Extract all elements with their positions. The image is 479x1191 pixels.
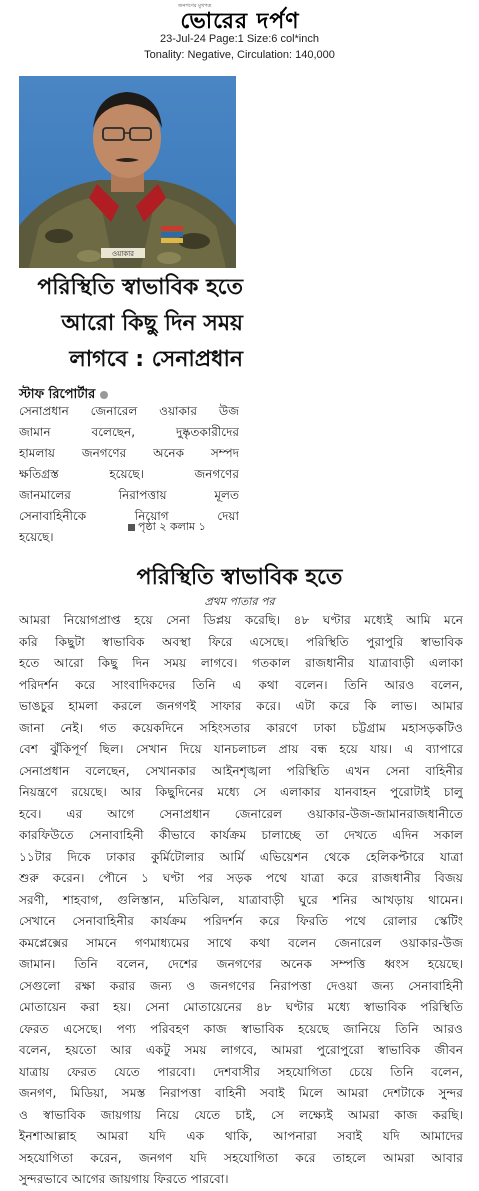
name-tag: ওয়াকার bbox=[111, 250, 135, 258]
body-line: শুরু করেন। পৌনে ১ ঘণ্টা পর সড়ক পথে যাত্রা করে রাজধানীর বিজয় bbox=[19, 871, 463, 885]
body-line: পরিদর্শন করে সাংবাদিকদের তিনি এ কথা বলেন। তিনি আরও বলেন, bbox=[19, 677, 463, 692]
body-line: সেনাপ্রধান বলেছেন, সেখানকার আইনশৃঙ্খলা পরিস্থিতি এখন সেনা বাহিনীর bbox=[19, 763, 463, 778]
body-line: ১১টার দিকে ঢাকার কুর্মিটোলার আর্মি এভিয়েশন থেকে হেলিকপ্টারে যাত্রা bbox=[19, 849, 463, 864]
body-line: ফেরত এসেছে। পণ্য পরিবহণ কাজ স্বাভাবিক হয়েছে জানিয়ে তিনি আরও bbox=[19, 1021, 463, 1036]
main-headline bbox=[19, 270, 243, 378]
headline-line: পরিস্থিতি স্বাভাবিক হতে bbox=[37, 275, 243, 300]
army-chief-portrait-icon bbox=[19, 76, 236, 268]
clipping-meta-line2: Tonality: Negative, Circulation: 140,000 bbox=[144, 49, 335, 61]
body-line: বেশ ঝুঁকিপূর্ণ ছিল। সেখান দিয়ে যানচলাচল প্রায় বন্ধ হয়ে যায়। এ ব্যাপারে bbox=[19, 742, 463, 756]
body-line: যাত্রায় ফেরত যেতে পারবো। দেশবাসীর সহযোগিতা চেয়ে তিনি বলেন, bbox=[19, 1064, 463, 1079]
body-line: বলেন, হয়তো আর একটু সময় লাগবে, আমরা পুরোপুরো স্বাভাবিক জীবন bbox=[19, 1043, 463, 1057]
body-line: সেগুলো রক্ষা করার জন্য ও জনগণের নিরাপত্তা দেওয়া জন্য সেনাবাহিনী bbox=[19, 978, 463, 993]
body-line: জনগণ, মিডিয়া, সমস্ত নিরাপত্তা বাহিনী সবাই মিলে আমরা দেশটাকে সুন্দর bbox=[19, 1086, 463, 1100]
body-line: সরণী, শাহবাগ, গুলিস্তান, মতিঝিল, যাত্রাবাড়ী ঘুরে শনির আখড়ায় থামেন। bbox=[19, 892, 463, 907]
body-line: করি কিছুটা স্বাভাবিক অবস্থা ফিরে এসেছে। পরিস্থিতি পুরাপুরি স্বাভাবিক bbox=[19, 634, 463, 649]
body-line: সহযোগিতা করেন, জনগণ যদি সহযোগিতা করে তাহলে আমরা আবার bbox=[19, 1150, 463, 1165]
newspaper-logo: ভোরের দর্পণ bbox=[180, 8, 300, 34]
body-line: আমরা নিয়োগপ্রাপ্ত হয়ে সেনা ডিপ্লয় করেছি। ৪৮ ঘণ্টার মধ্যেই আমি মনে bbox=[19, 613, 463, 627]
body-line: ভাঙচুর হামলা করলে জনগণই সাফার করে। এটা করে কি লাভ। আমার bbox=[19, 699, 463, 713]
square-icon bbox=[128, 524, 135, 531]
lead-line: সেনাপ্রধান জেনারেল ওয়াকার উজ bbox=[19, 404, 239, 418]
lead-line: জানমালের নিরাপত্তায় মূলত bbox=[19, 488, 239, 502]
lead-line: ক্ষতিগ্রস্ত হয়েছে। জনগণের bbox=[19, 467, 239, 481]
army-chief-photo bbox=[19, 76, 236, 268]
body-line: জানা নেই। গত কয়েকদিনে সহিংসতার কারণে ঢাকা চট্টগ্রাম মহাসড়কটিও bbox=[19, 720, 463, 735]
bullet-icon bbox=[100, 391, 108, 399]
lead-line: সেনাবাহিনীকে নিয়োগ দেয়া bbox=[19, 509, 239, 523]
body-line: মোতায়েন করা হয়। সেনা মোতায়েনের ৪৮ ঘণ্টার মধ্যে স্বাভাবিক পরিস্থিতি bbox=[19, 1000, 463, 1014]
body-line: জামান। তিনি বলেন, দেশের জনগণের অনেক সম্পত্তি ধ্বংস হয়েছে। bbox=[19, 957, 463, 971]
lead-line: হামলায় জনগণের অনেক সম্পদ bbox=[19, 446, 239, 460]
body-line: সেখানে সেনাবাহিনীর কার্যক্রম পরিদর্শন করে ফিরতি পথে রোলার স্কেটিং bbox=[19, 914, 463, 928]
masthead-tagline: জনগণের মুখপত্র bbox=[178, 3, 212, 9]
page-jump bbox=[128, 518, 206, 537]
body-line: সুন্দরভাবে আগের জায়গায় ফিরতে পারবো। bbox=[19, 1172, 229, 1186]
lead-line: হয়েছে। bbox=[19, 530, 54, 544]
lead-line: জামান বলেছেন, দুষ্কৃতকারীদের bbox=[19, 425, 239, 439]
body-line: কারফিউতে সেনাবাহিনী কীভাবে কার্যক্রম চালাচ্ছে তা দেখতে এদিন সকাল bbox=[19, 828, 463, 842]
body-line: হতে আরো কিছু দিন সময় লাগবে। গতকাল রাজধানীর যাত্রাবাড়ী এলাকা bbox=[19, 656, 463, 670]
headline-line: লাগবে : সেনাপ্রধান bbox=[69, 347, 243, 372]
body-line: হবে। এর আগে সেনাপ্রধান জেনারেল ওয়াকার-উজ-জামানরাজধানীতে bbox=[19, 806, 463, 821]
continuation-headline: পরিস্থিতি স্বাভাবিক হতে bbox=[136, 565, 343, 590]
continuation-subhead: প্রথম পাতার পর bbox=[204, 595, 275, 608]
headline-line: আরো কিছু দিন সময় bbox=[61, 311, 243, 336]
body-line: নিয়ন্ত্রণে রয়েছে। আর কিছুদিনের মধ্যে সে এলাকার যানবাহন পুরোটাই চালু bbox=[19, 785, 463, 799]
body-line: ইনশাআল্লাহ আমরা যদি এক থাকি, আপনারা সবাই যদি আমাদের bbox=[19, 1129, 463, 1143]
body-line: ও স্বাভাবিক জায়গায় নিয়ে যেতে চাই, সে লক্ষ্যেই আমরা কাজ করছি। bbox=[19, 1107, 463, 1122]
byline-text: স্টাফ রিপোর্টার bbox=[19, 387, 96, 402]
jump-text: পৃষ্ঠা ২ কলাম ১ bbox=[138, 520, 206, 533]
body-line: কমপ্লেক্সের সামনে গণমাধ্যমের সাথে কথা বলেন জেনারেল ওয়াকার-উজ bbox=[19, 935, 463, 950]
continuation-body bbox=[19, 610, 463, 1191]
clipping-meta-line1: 23-Jul-24 Page:1 Size:6 col*inch bbox=[160, 33, 319, 45]
